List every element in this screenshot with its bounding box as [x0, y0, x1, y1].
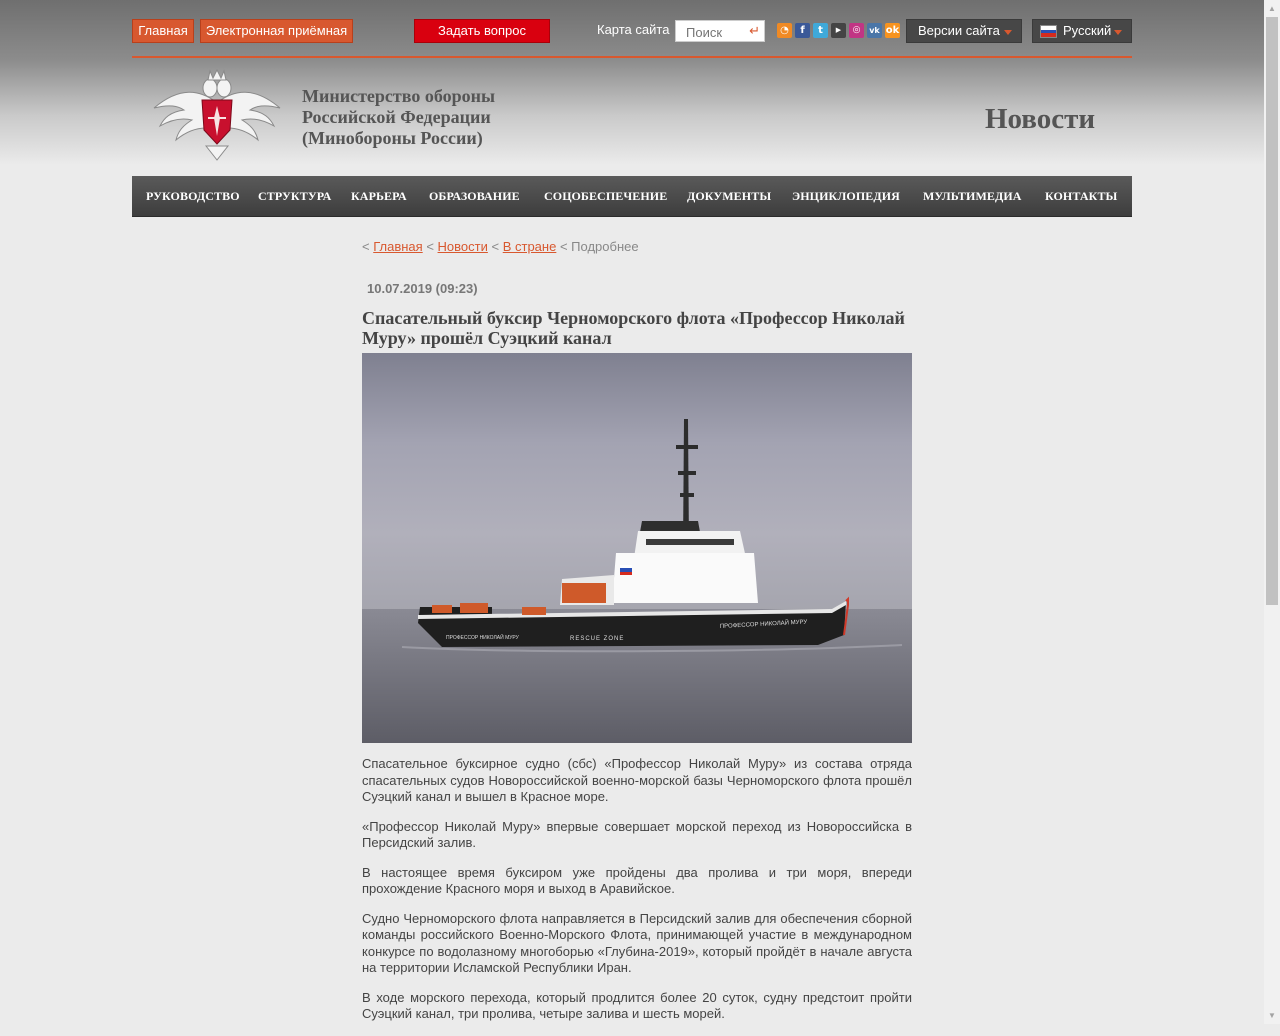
vertical-scrollbar[interactable] — [1264, 0, 1280, 1024]
nav-item-education[interactable]: ОБРАЗОВАНИЕ — [429, 189, 520, 203]
odnoklassniki-icon[interactable]: ok — [885, 25, 900, 36]
rescue-zone-label: RESCUE ZONE — [570, 636, 625, 642]
nav-item-structure[interactable]: СТРУКТУРА — [258, 189, 332, 203]
ask-question-button[interactable]: Задать вопрос — [414, 19, 550, 43]
article-paragraph: Судно Черноморского флота направляется в Персидский залив для обеспечения сборной команды российского Военно-Морского Флота, принимающей участие в международном конкурсе по водолазному многоборью «Глубина-2019», который пройдёт в начале августа на территории Исламской Республики Иран. — [362, 910, 912, 975]
chevron-down-icon — [1004, 30, 1012, 35]
nav-item-leadership[interactable]: РУКОВОДСТВО — [146, 189, 240, 203]
ministry-line-3: (Минобороны России) — [302, 128, 483, 148]
breadcrumb-news-link[interactable]: Новости — [437, 239, 488, 254]
ministry-title[interactable] — [302, 86, 562, 149]
nav-item-encyclopedia[interactable]: ЭНЦИКЛОПЕДИЯ — [792, 189, 900, 203]
ministry-line-1: Министерство обороны — [302, 86, 496, 106]
breadcrumb-separator: < — [362, 239, 370, 254]
search-box — [675, 20, 765, 42]
language-label: Русский — [1063, 23, 1112, 38]
stern-hull-name: ПРОФЕССОР НИКОЛАЙ МУРУ — [446, 635, 519, 641]
article-paragraph: «Профессор Николай Муру» впервые совершает морской переход из Новороссийска в Персидский залив. — [362, 818, 912, 850]
home-button[interactable]: Главная — [132, 19, 194, 43]
nav-item-career[interactable]: КАРЬЕРА — [351, 189, 407, 203]
sitemap-link[interactable]: Карта сайта — [597, 22, 670, 37]
top-bar — [132, 19, 1132, 43]
article-paragraph: В ходе морского перехода, который продлится более 20 суток, судну предстоит пройти Суэцкий канал, три пролива, четыре залива и шесть морей. — [362, 989, 912, 1021]
site-versions-dropdown[interactable] — [906, 19, 1022, 43]
breadcrumb-separator: < — [491, 239, 500, 254]
section-title: Новости — [984, 103, 1096, 135]
emblem-logo[interactable] — [150, 68, 284, 162]
scroll-up-icon[interactable]: ▲ — [1264, 0, 1280, 17]
twitter-icon[interactable]: t — [813, 23, 828, 38]
scroll-down-icon[interactable]: ▼ — [1264, 1007, 1280, 1024]
article-paragraph: Спасательное буксирное судно (сбс) «Профессор Николай Муру» из состава отряда спасательных судов Новороссийской военно-морской базы Черноморского флота прошёл Суэцкий канал и вышел в Красное море. — [362, 756, 912, 804]
youtube-icon[interactable]: ▶ — [831, 23, 846, 38]
article-title: Спасательный буксир Черноморского флота «Профессор Николай Муру» прошёл Суэцкий канал — [362, 308, 905, 348]
nav-item-contacts[interactable]: КОНТАКТЫ — [1045, 189, 1118, 203]
article-date: 10.07.2019 (09:23) — [367, 281, 478, 296]
search-input[interactable] — [684, 22, 750, 42]
article-photo[interactable] — [362, 353, 912, 743]
main-navigation — [132, 176, 1132, 217]
nav-item-documents[interactable]: ДОКУМЕНТЫ — [687, 189, 772, 203]
site-versions-label: Версии сайта — [918, 23, 1000, 38]
language-dropdown[interactable] — [1032, 19, 1132, 43]
bow-hull-name: ПРОФЕССОР НИКОЛАЙ МУРУ — [719, 619, 808, 630]
ministry-line-2: Российской Федерации — [302, 107, 491, 127]
vk-icon[interactable]: vk — [867, 23, 882, 38]
facebook-icon[interactable]: f — [795, 23, 810, 38]
russian-flag-icon — [1041, 26, 1056, 37]
chevron-down-icon — [1114, 30, 1122, 35]
header-divider — [132, 56, 1132, 58]
nav-item-social-security[interactable]: СОЦОБЕСПЕЧЕНИЕ — [544, 189, 668, 203]
rss-icon[interactable]: ◔ — [777, 23, 792, 38]
breadcrumb — [362, 239, 639, 254]
breadcrumb-current: Подробнее — [571, 239, 639, 254]
article-body — [362, 756, 912, 1036]
breadcrumb-separator: < — [559, 239, 568, 254]
breadcrumb-separator: < — [426, 239, 434, 254]
scrollbar-thumb[interactable] — [1266, 17, 1278, 605]
article-paragraph: В настоящее время буксиром уже пройдены два пролива и три моря, впереди прохождение Красного моря и выход в Аравийское. — [362, 864, 912, 896]
breadcrumb-home-link[interactable]: Главная — [373, 239, 423, 254]
nav-item-multimedia[interactable]: МУЛЬТИМЕДИА — [923, 189, 1022, 203]
enter-icon[interactable]: ↵ — [749, 23, 760, 38]
breadcrumb-country-link[interactable]: В стране — [502, 239, 557, 254]
instagram-icon[interactable]: ◎ — [849, 23, 864, 38]
reception-button[interactable]: Электронная приёмная — [200, 19, 353, 43]
